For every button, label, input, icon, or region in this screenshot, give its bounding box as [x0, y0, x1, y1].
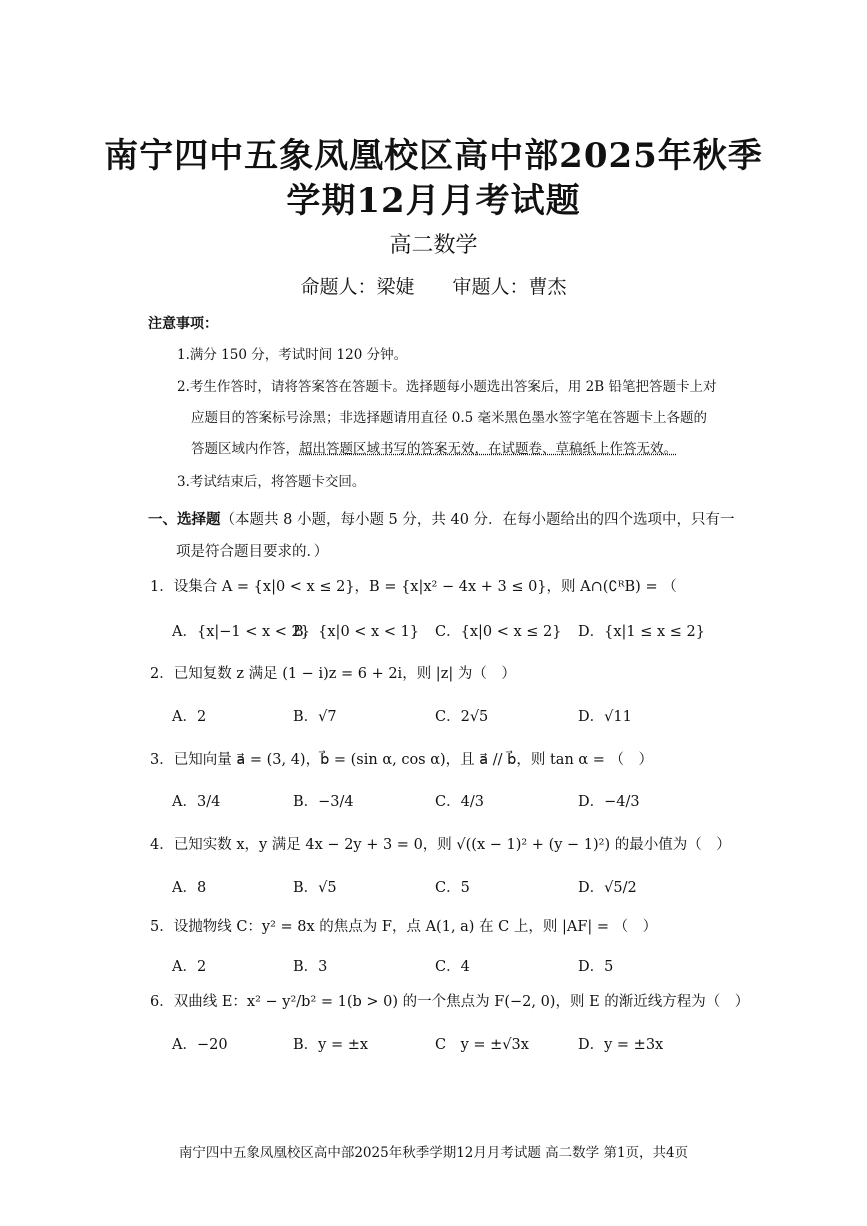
question-1-option-c: C．{x|0 < x ≤ 2} [435, 624, 562, 640]
exam-title-line2: 学期12月月考试题 [286, 181, 581, 221]
section1-heading-line [148, 508, 735, 529]
question-3-option-a: A．3/4 [172, 794, 221, 810]
question-2-option-c: C．2√5 [435, 709, 489, 725]
question-6-stem: 6．双曲线 E：x² − y²/b² = 1(b > 0) 的一个焦点为 F(−2, 0)，则 E 的渐近线方程为（ ） [150, 994, 750, 1010]
question-3-option-c: C．4/3 [435, 794, 484, 810]
question-4-option-d: D．√5/2 [578, 880, 637, 896]
notes-heading: 注意事项： [148, 316, 218, 332]
page-footer: 南宁四中五象凤凰校区高中部2025年秋季学期12月月考试题 高二数学 第1页，共4页 [178, 1145, 689, 1161]
question-1-option-d: D．{x|1 ≤ x ≤ 2} [578, 624, 706, 640]
question-5-stem: 5．设抛物线 C：y² = 8x 的焦点为 F，点 A(1, a) 在 C 上，则 |AF| = （ ） [150, 919, 658, 935]
question-6-option-a: A．−20 [172, 1037, 228, 1053]
question-6-option-b: B．y = ±x [293, 1037, 369, 1053]
question-3-stem: 3．已知向量 a⃗ = (3, 4)，b⃗ = (sin α, cos α)，且 a⃗ // b⃗，则 tan α = （ ） [150, 752, 654, 768]
question-1-option-a: A．{x|−1 < x < 2} [172, 624, 310, 640]
question-2-stem: 2．已知复数 z 满足 (1 − i)z = 6 + 2i，则 |z| 为（ ） [150, 666, 516, 682]
question-4-option-a: A．8 [172, 880, 207, 896]
section1-desc-line1: （本题共 8 小题，每小题 5 分，共 40 分．在每小题给出的四个选项中，只有一 [220, 512, 735, 528]
question-2-option-a: A．2 [172, 709, 207, 725]
exam-title-line1: 南宁四中五象凤凰校区高中部2025年秋季 [104, 136, 763, 176]
question-5-option-c: C．4 [435, 959, 470, 975]
question-4-option-c: C．5 [435, 880, 470, 896]
question-5-option-d: D．5 [578, 959, 614, 975]
note-2-line3-text: 答题区域内作答， [191, 441, 299, 457]
question-2-option-d: D．√11 [578, 709, 632, 725]
note-2-line1: 2.考生作答时，请将答案答在答题卡。选择题每小题选出答案后，用 2B 铅笔把答题卡上对 [177, 379, 717, 395]
question-6-option-d: D．y = ±3x [578, 1037, 664, 1053]
note-2-emphasis: 超出答题区域书写的答案无效，在试题卷、草稿纸上作答无效。 [299, 441, 677, 457]
note-2-line3 [191, 441, 677, 457]
question-1-stem: 1．设集合 A = {x|0 < x ≤ 2}，B = {x|x² − 4x + 3 ≤ 0}，则 A∩(∁ᴿB) = （ [150, 579, 677, 595]
section1-heading: 一、选择题 [148, 511, 221, 528]
question-1-option-b: B．{x|0 < x < 1} [293, 624, 420, 640]
question-2-option-b: B．√7 [293, 709, 337, 725]
question-6-option-c: C y = ±√3x [435, 1037, 529, 1053]
authors-line: 命题人：梁婕 审题人：曹杰 [300, 276, 567, 298]
question-3-option-b: B．−3/4 [293, 794, 354, 810]
question-3-option-d: D．−4/3 [578, 794, 640, 810]
note-1: 1.满分 150 分，考试时间 120 分钟。 [177, 347, 408, 363]
section1-desc-line2: 项是符合题目要求的．） [176, 544, 329, 560]
question-4-option-b: B．√5 [293, 880, 337, 896]
note-3: 3.考试结束后，将答题卡交回。 [177, 474, 366, 490]
question-5-option-b: B．3 [293, 959, 328, 975]
question-4-stem: 4．已知实数 x，y 满足 4x − 2y + 3 = 0，则 √((x − 1)² + (y − 1)²) 的最小值为（ ） [150, 837, 731, 853]
question-5-option-a: A．2 [172, 959, 207, 975]
subject-label: 高二数学 [389, 233, 478, 258]
note-2-line2: 应题目的答案标号涂黑；非选择题请用直径 0.5 毫米黑色墨水签字笔在答题卡上各题的 [191, 410, 708, 426]
